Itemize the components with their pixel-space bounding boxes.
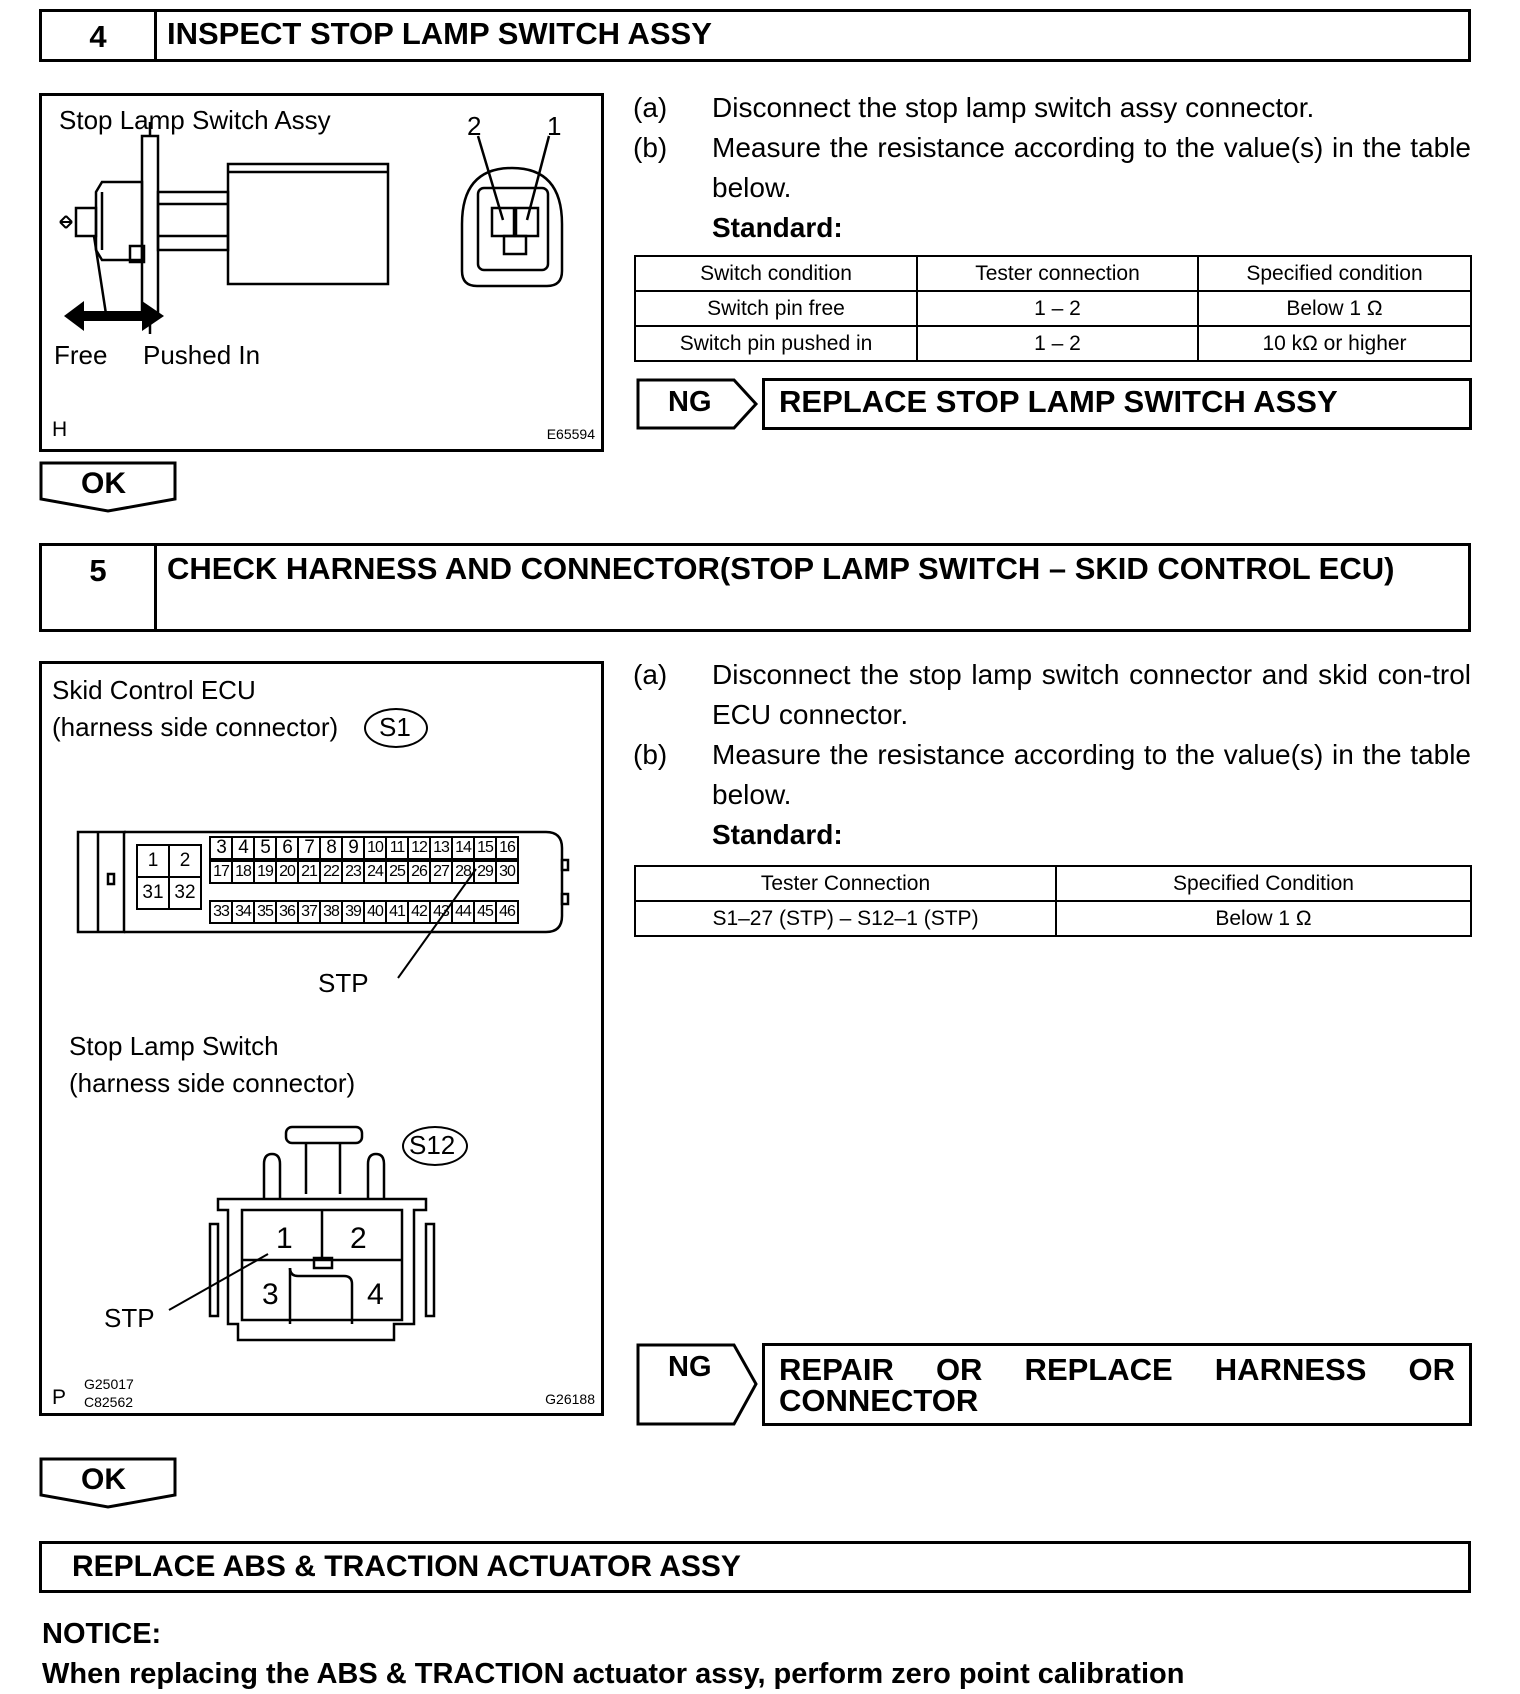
ecu-pin: 24 bbox=[363, 860, 387, 884]
table-row bbox=[635, 291, 1471, 326]
ecu-pin: 14 bbox=[451, 836, 475, 860]
ecu-pin: 32 bbox=[169, 877, 201, 909]
table-header: Specified condition bbox=[1198, 256, 1471, 291]
step-5-ng-branch bbox=[636, 1343, 1472, 1426]
ecu-pin: 37 bbox=[297, 900, 321, 924]
standard-label: Standard: bbox=[712, 819, 843, 850]
switch-connector-tag-text: S12 bbox=[409, 1130, 456, 1160]
table-row bbox=[635, 326, 1471, 361]
instruction-marker: (a) bbox=[633, 659, 668, 690]
ng-result-line2: CONNECTOR bbox=[779, 1383, 979, 1418]
step-number: 5 bbox=[42, 546, 157, 629]
figure-code: E65594 bbox=[546, 426, 595, 442]
figure-caption: Stop Lamp Switch Assy bbox=[59, 105, 331, 135]
table-header: Tester Connection bbox=[635, 866, 1056, 901]
free-label: Free bbox=[54, 340, 108, 370]
switch-caption-line2: (harness side connector) bbox=[69, 1068, 356, 1098]
pin-2-label: 2 bbox=[467, 111, 482, 141]
ecu-pin: 41 bbox=[385, 900, 409, 924]
notice-text: When replacing the ABS & TRACTION actuator assy, perform zero point calibration bbox=[42, 1658, 1185, 1690]
ok-label: OK bbox=[81, 1463, 126, 1496]
step-5-ok-branch bbox=[39, 1457, 177, 1509]
ecu-pin: 11 bbox=[385, 836, 409, 860]
switch-pin-3: 3 bbox=[262, 1278, 279, 1311]
instruction-marker: (b) bbox=[633, 739, 668, 770]
figure-code-a: G25017 bbox=[84, 1376, 134, 1392]
standard-row bbox=[633, 815, 1471, 855]
ecu-pin: 34 bbox=[231, 900, 255, 924]
switch-caption-line1: Stop Lamp Switch bbox=[69, 1031, 279, 1061]
ng-result-line1: REPAIR OR REPLACE HARNESS OR bbox=[779, 1352, 1455, 1387]
ecu-pin: 44 bbox=[451, 900, 475, 924]
ng-result bbox=[762, 1343, 1472, 1426]
stp-label-ecu: STP bbox=[318, 968, 369, 998]
ecu-pin: 43 bbox=[429, 900, 453, 924]
ecu-pin: 5 bbox=[253, 836, 277, 860]
ecu-pin: 3 bbox=[209, 836, 233, 860]
ecu-pin: 22 bbox=[319, 860, 343, 884]
figure-letter: P bbox=[52, 1386, 67, 1409]
instruction-text: Disconnect the stop lamp switch assy connector. bbox=[712, 92, 1315, 123]
table-header-row bbox=[635, 256, 1471, 291]
figure-code-b: C82562 bbox=[84, 1394, 134, 1410]
ecu-pin: 45 bbox=[473, 900, 497, 924]
ecu-pin: 31 bbox=[137, 877, 169, 909]
instruction-text: Measure the resistance according to the value(s) in the table below. bbox=[712, 132, 1471, 203]
standard-label: Standard: bbox=[712, 212, 843, 243]
ecu-pin: 36 bbox=[275, 900, 299, 924]
figure-letter: H bbox=[52, 418, 68, 441]
ecu-pin: 2 bbox=[169, 845, 201, 877]
ecu-pin: 6 bbox=[275, 836, 299, 860]
ecu-pin: 10 bbox=[363, 836, 387, 860]
table-header: Tester connection bbox=[917, 256, 1198, 291]
ecu-caption-line1: Skid Control ECU bbox=[52, 675, 256, 705]
ecu-pin: 46 bbox=[495, 900, 519, 924]
ecu-pin: 18 bbox=[231, 860, 255, 884]
step-5-instructions bbox=[633, 655, 1471, 855]
pushed-in-label: Pushed In bbox=[143, 340, 261, 370]
ecu-pin: 4 bbox=[231, 836, 255, 860]
ecu-pin: 8 bbox=[319, 836, 343, 860]
ng-label: NG bbox=[668, 1351, 712, 1383]
step-4-spec-table bbox=[634, 255, 1472, 362]
ecu-pin: 27 bbox=[429, 860, 453, 884]
ok-label: OK bbox=[81, 467, 126, 500]
ecu-pin: 40 bbox=[363, 900, 387, 924]
table-cell: Switch pin free bbox=[635, 291, 917, 326]
notice-label: NOTICE: bbox=[42, 1618, 162, 1650]
switch-drawing bbox=[42, 96, 601, 449]
table-cell: 1 – 2 bbox=[917, 326, 1198, 361]
ecu-caption-line2: (harness side connector) bbox=[52, 712, 339, 742]
table-cell: Switch pin pushed in bbox=[635, 326, 917, 361]
instruction-b bbox=[633, 128, 1471, 208]
table-cell: 10 kΩ or higher bbox=[1198, 326, 1471, 361]
standard-row bbox=[633, 208, 1471, 248]
table-cell: S1–27 (STP) – S12–1 (STP) bbox=[635, 901, 1056, 936]
table-header-row bbox=[635, 866, 1471, 901]
table-cell: Below 1 Ω bbox=[1198, 291, 1471, 326]
table-header: Switch condition bbox=[635, 256, 917, 291]
ecu-pin: 30 bbox=[495, 860, 519, 884]
ecu-pin: 7 bbox=[297, 836, 321, 860]
table-cell: 1 – 2 bbox=[917, 291, 1198, 326]
stop-lamp-switch-figure bbox=[39, 93, 604, 452]
ng-result: REPLACE STOP LAMP SWITCH ASSY bbox=[762, 378, 1472, 430]
step-4-header bbox=[39, 9, 1471, 62]
switch-pin-4: 4 bbox=[367, 1278, 384, 1311]
step-4-ng-branch bbox=[636, 378, 1472, 430]
instruction-text: Measure the resistance according to the value(s) in the table below. bbox=[712, 739, 1471, 810]
ecu-pin: 20 bbox=[275, 860, 299, 884]
ecu-pin: 19 bbox=[253, 860, 277, 884]
ecu-connector-tag-text: S1 bbox=[379, 712, 411, 742]
switch-pin-2: 2 bbox=[350, 1222, 367, 1255]
step-5-spec-table bbox=[634, 865, 1472, 937]
step-title: CHECK HARNESS AND CONNECTOR(STOP LAMP SWITCH – SKID CONTROL ECU) bbox=[167, 551, 1395, 586]
ecu-pin: 28 bbox=[451, 860, 475, 884]
figure-code-c: G26188 bbox=[545, 1391, 595, 1407]
final-action-box: REPLACE ABS & TRACTION ACTUATOR ASSY bbox=[39, 1541, 1471, 1593]
stp-label-switch: STP bbox=[104, 1303, 155, 1333]
table-cell: Below 1 Ω bbox=[1056, 901, 1471, 936]
instruction-marker: (b) bbox=[633, 132, 668, 163]
pin-1-label: 1 bbox=[547, 111, 562, 141]
step-number: 4 bbox=[42, 12, 157, 59]
instruction-b bbox=[633, 735, 1471, 815]
ecu-pin: 9 bbox=[341, 836, 365, 860]
ecu-pin: 38 bbox=[319, 900, 343, 924]
ecu-pin: 13 bbox=[429, 836, 453, 860]
table-header: Specified Condition bbox=[1056, 866, 1471, 901]
step-5-header bbox=[39, 543, 1471, 632]
ecu-pin: 15 bbox=[473, 836, 497, 860]
ecu-pin: 12 bbox=[407, 836, 431, 860]
ecu-pin: 33 bbox=[209, 900, 233, 924]
ecu-pin: 17 bbox=[209, 860, 233, 884]
table-row bbox=[635, 901, 1471, 936]
instruction-text: Disconnect the stop lamp switch connector and skid con-trol ECU connector. bbox=[712, 659, 1471, 730]
step-4-instructions bbox=[633, 88, 1471, 248]
instruction-marker: (a) bbox=[633, 92, 668, 123]
ng-label: NG bbox=[668, 386, 712, 418]
instruction-a bbox=[633, 655, 1471, 735]
ecu-pin: 21 bbox=[297, 860, 321, 884]
ecu-pin: 23 bbox=[341, 860, 365, 884]
ecu-pin: 39 bbox=[341, 900, 365, 924]
ecu-pin: 42 bbox=[407, 900, 431, 924]
step-title: INSPECT STOP LAMP SWITCH ASSY bbox=[167, 16, 712, 51]
ecu-pin: 16 bbox=[495, 836, 519, 860]
step-4-ok-branch bbox=[39, 461, 177, 513]
instruction-a bbox=[633, 88, 1471, 128]
ecu-pin: 29 bbox=[473, 860, 497, 884]
ecu-pin: 35 bbox=[253, 900, 277, 924]
ecu-pin: 25 bbox=[385, 860, 409, 884]
ecu-pin: 26 bbox=[407, 860, 431, 884]
ecu-pin: 1 bbox=[137, 845, 169, 877]
harness-connector-figure bbox=[39, 661, 604, 1416]
switch-pin-1: 1 bbox=[276, 1222, 293, 1255]
